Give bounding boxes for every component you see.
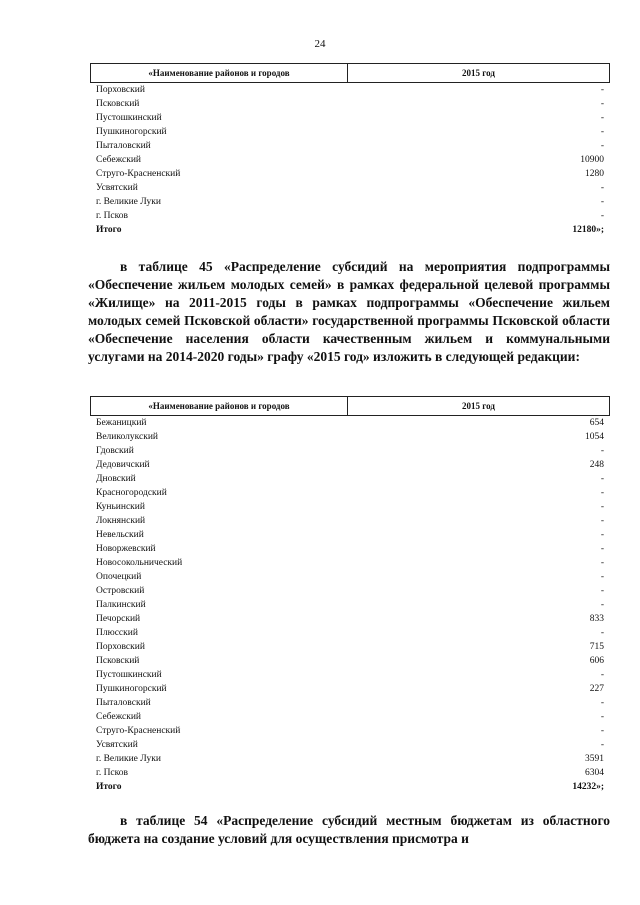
amount-value: 1054 (585, 432, 604, 442)
total-value: 14232»; (572, 782, 604, 792)
table-row (90, 766, 610, 780)
district-name: Плюсский (96, 628, 138, 638)
table-row (90, 696, 610, 710)
district-name: Порховский (96, 642, 145, 652)
district-name: Дновский (96, 474, 136, 484)
table-row (90, 139, 610, 153)
table-row (90, 752, 610, 766)
table-row (90, 738, 610, 752)
district-name: Псковский (96, 656, 140, 666)
total-label: Итого (96, 782, 122, 792)
table-row (90, 654, 610, 668)
amount-value: - (600, 516, 604, 526)
amount-value: - (600, 113, 604, 123)
amount-value: - (600, 197, 604, 207)
district-name: Куньинский (96, 502, 145, 512)
district-name: Пыталовский (96, 698, 151, 708)
district-name: Пушкиногорский (96, 127, 167, 137)
district-name: Себежский (96, 155, 141, 165)
amount-value: - (600, 726, 604, 736)
table-total-row (90, 780, 610, 794)
district-name: Струго-Красненский (96, 726, 181, 736)
amount-value: - (600, 446, 604, 456)
amount-value: - (600, 558, 604, 568)
district-name: Порховский (96, 85, 145, 95)
amount-value: - (600, 99, 604, 109)
district-name: г. Псков (96, 768, 129, 778)
table-row (90, 153, 610, 167)
table-row (90, 542, 610, 556)
amount-value: - (600, 600, 604, 610)
district-name: г. Великие Луки (96, 754, 161, 764)
district-name: Усвятский (96, 183, 138, 193)
table-row (90, 486, 610, 500)
district-name: Дедовичский (96, 460, 150, 470)
table-body (90, 83, 610, 223)
amount-value: - (600, 670, 604, 680)
district-name: Печорский (96, 614, 141, 624)
column-header-name: «Наименование районов и городов (91, 64, 348, 82)
amount-value: - (600, 141, 604, 151)
paragraph-table54: в таблице 54 «Распределение субсидий местным бюджетам из областного бюджета на создание условий для осуществления присмотра и (88, 813, 610, 846)
amount-value: 1280 (585, 169, 604, 179)
amount-value: - (600, 127, 604, 137)
table-row (90, 83, 610, 97)
district-name: Пустошкинский (96, 670, 162, 680)
table-row (90, 598, 610, 612)
amount-value: - (600, 628, 604, 638)
table-row (90, 626, 610, 640)
table-row (90, 458, 610, 472)
table-row (90, 612, 610, 626)
district-name: Гдовский (96, 446, 134, 456)
district-name: Невельский (96, 530, 144, 540)
amount-value: 6304 (585, 768, 604, 778)
district-name: Великолукский (96, 432, 159, 442)
amount-value: - (600, 502, 604, 512)
table-row (90, 528, 610, 542)
amount-value: - (600, 572, 604, 582)
amount-value: - (600, 183, 604, 193)
paragraph-table45: в таблице 45 «Распределение субсидий на мероприятия подпрограммы «Обеспечение жильем молодых семей» в рамках федеральной целевой программы «Жилище» на 2011-2015 годы в рамках подпрограммы «Обеспечение жильем молодых семей Псковской области» государственной программы Псковской области «Обеспечение населения области качественным жильем и коммунальными услугами на 2014-2020 годы» графу «2015 год» изложить в следующей редакции: (88, 259, 610, 364)
table-row (90, 416, 610, 430)
table-header (90, 396, 610, 416)
district-name: Новоржевский (96, 544, 156, 554)
total-label: Итого (96, 225, 122, 235)
amount-value: 606 (589, 656, 604, 666)
amount-value: 833 (589, 614, 604, 624)
district-name: Опочецкий (96, 572, 142, 582)
district-name: Островский (96, 586, 145, 596)
table-row (90, 584, 610, 598)
table-row (90, 125, 610, 139)
table-row (90, 682, 610, 696)
column-header-year: 2015 год (462, 68, 495, 78)
table-row (90, 500, 610, 514)
amount-value: - (600, 712, 604, 722)
amount-value: 248 (589, 460, 604, 470)
amount-value: - (600, 474, 604, 484)
amount-value: - (600, 586, 604, 596)
district-name: Усвятский (96, 740, 138, 750)
table-row (90, 556, 610, 570)
district-name: г. Великие Луки (96, 197, 161, 207)
table-row (90, 167, 610, 181)
district-name: Пушкиногорский (96, 684, 167, 694)
district-name: Себежский (96, 712, 141, 722)
amount-value: - (600, 488, 604, 498)
amount-value: 654 (589, 418, 604, 428)
amount-value: - (600, 211, 604, 221)
amount-value: - (600, 740, 604, 750)
amount-value: 227 (589, 684, 604, 694)
table-row (90, 195, 610, 209)
amount-value: - (600, 85, 604, 95)
table-2015-part1 (90, 63, 610, 237)
table-row (90, 430, 610, 444)
table-row (90, 640, 610, 654)
table-body (90, 416, 610, 780)
district-name: Струго-Красненский (96, 169, 181, 179)
table-row (90, 710, 610, 724)
column-header-name: «Наименование районов и городов (91, 397, 348, 415)
table-row (90, 724, 610, 738)
table-row (90, 444, 610, 458)
amount-value: - (600, 544, 604, 554)
amount-value: - (600, 698, 604, 708)
district-name: Красногородский (96, 488, 167, 498)
table-row (90, 181, 610, 195)
table-row (90, 668, 610, 682)
table-row (90, 209, 610, 223)
table-total-row (90, 223, 610, 237)
district-name: Бежаницкий (96, 418, 147, 428)
column-header-year: 2015 год (462, 401, 495, 411)
district-name: Пыталовский (96, 141, 151, 151)
table-row (90, 472, 610, 486)
district-name: Пустошкинский (96, 113, 162, 123)
district-name: г. Псков (96, 211, 129, 221)
amount-value: - (600, 530, 604, 540)
total-value: 12180»; (572, 225, 604, 235)
table-row (90, 514, 610, 528)
amount-value: 715 (589, 642, 604, 652)
table-row (90, 570, 610, 584)
table-header (90, 63, 610, 83)
table-2015-part2 (90, 396, 610, 794)
table-row (90, 111, 610, 125)
amount-value: 3591 (585, 754, 604, 764)
amount-value: 10900 (580, 155, 604, 165)
district-name: Локнянский (96, 516, 146, 526)
district-name: Новосокольнический (96, 558, 183, 568)
district-name: Псковский (96, 99, 140, 109)
page-number: 24 (314, 38, 326, 50)
table-row (90, 97, 610, 111)
district-name: Палкинский (96, 600, 146, 610)
